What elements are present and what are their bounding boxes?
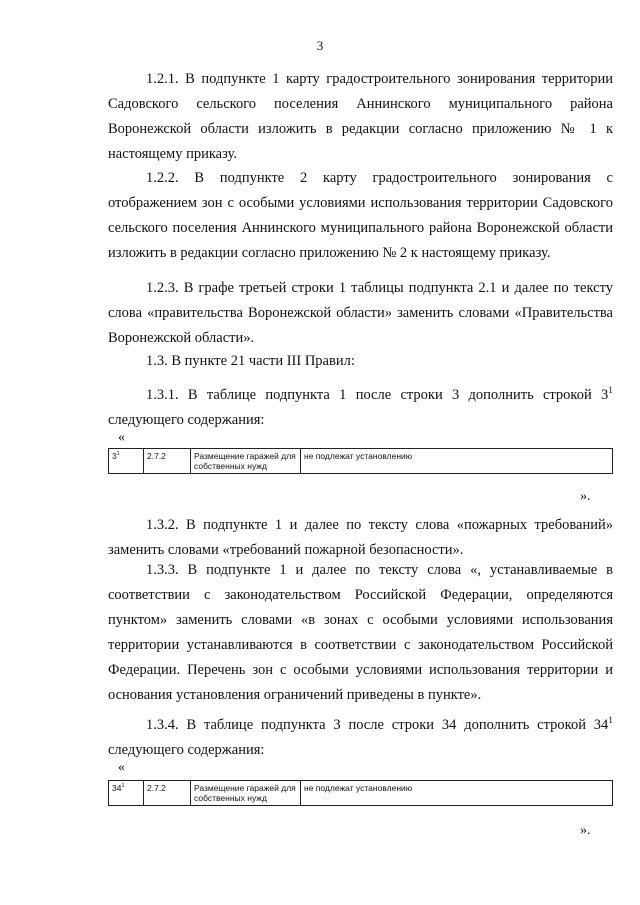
inserted-row-table-2 <box>108 780 613 806</box>
paragraph-1-3-4-superscript: 1 <box>608 716 613 727</box>
table-row <box>109 781 613 806</box>
value-cell: не подлежат установлению <box>301 781 613 806</box>
paragraph-1-3-1-tail: следующего содержания: <box>108 412 265 428</box>
paragraph-1-2-2: 1.2.2. В подпункте 2 карту градостроительного зонирования с отображением зон с особыми условиями использования территории Садовского сельского поселения Аннинского муниципального района Воронежской области изложить в редакции согласно приложению № 2 к настоящему приказу. <box>108 170 613 261</box>
row-number-superscript: 1 <box>121 783 125 790</box>
paragraph-1-2-3: 1.2.3. В графе третьей строки 1 таблицы подпункта 2.1 и далее по тексту слова «правительства Воронежской области» заменить словами «Правительства Воронежской области». <box>108 280 613 346</box>
row-number-cell <box>109 781 144 806</box>
paragraph-1-3-1-superscript: 1 <box>608 386 613 397</box>
quote-open-2: « <box>118 760 125 775</box>
value-cell: не подлежат установлению <box>301 449 613 474</box>
row-number-cell <box>109 449 144 474</box>
paragraph-1-3-2: 1.3.2. В подпункте 1 и далее по тексту слова «пожарных требований» заменить словами «требований пожарной безопасности». <box>108 517 613 558</box>
quote-close-1: ». <box>580 489 591 504</box>
page-number: 3 <box>316 38 324 53</box>
row-number-superscript: 1 <box>116 451 120 458</box>
code-cell: 2.7.2 <box>144 781 191 806</box>
paragraph-1-3-4-tail: следующего содержания: <box>108 742 265 758</box>
paragraph-1-3-4 <box>108 713 613 763</box>
row-number: 3 <box>112 451 117 461</box>
row-number: 34 <box>112 783 122 793</box>
paragraph-1-3-4-text: 1.3.4. В таблице подпункта 3 после строки 34 дополнить строкой 34 <box>146 717 609 733</box>
quote-close-2: ». <box>580 823 591 838</box>
quote-open-1: « <box>118 430 125 445</box>
table-row <box>109 449 613 474</box>
land-use-name-cell: Размещение гаражей для собственных нужд <box>191 449 301 474</box>
paragraph-1-3-1-text: 1.3.1. В таблице подпункта 1 после строки 3 дополнить строкой 3 <box>146 387 609 403</box>
code-cell: 2.7.2 <box>144 449 191 474</box>
inserted-row-table-1 <box>108 448 613 474</box>
paragraph-1-3-1 <box>108 383 613 433</box>
paragraph-1-2-1: 1.2.1. В подпункте 1 карту градостроительного зонирования территории Садовского сельского поселения Аннинского муниципального района Воронежской области изложить в редакции согласно приложению № 1 к настоящему приказу. <box>108 71 613 162</box>
land-use-name-cell: Размещение гаражей для собственных нужд <box>191 781 301 806</box>
paragraph-1-3-3: 1.3.3. В подпункте 1 и далее по тексту слова «, устанавливаемые в соответствии с законодательством Российской Федерации, определяются пунктом» заменить словами «в зонах с особыми условиями использования территории устанавливаются в соответствии с законодательством Российской Федерации. Перечень зон с особыми условиями использования территории и основания установления ограничений приведены в пункте». <box>108 562 613 703</box>
paragraph-1-3: 1.3. В пункте 21 части III Правил: <box>146 353 355 369</box>
